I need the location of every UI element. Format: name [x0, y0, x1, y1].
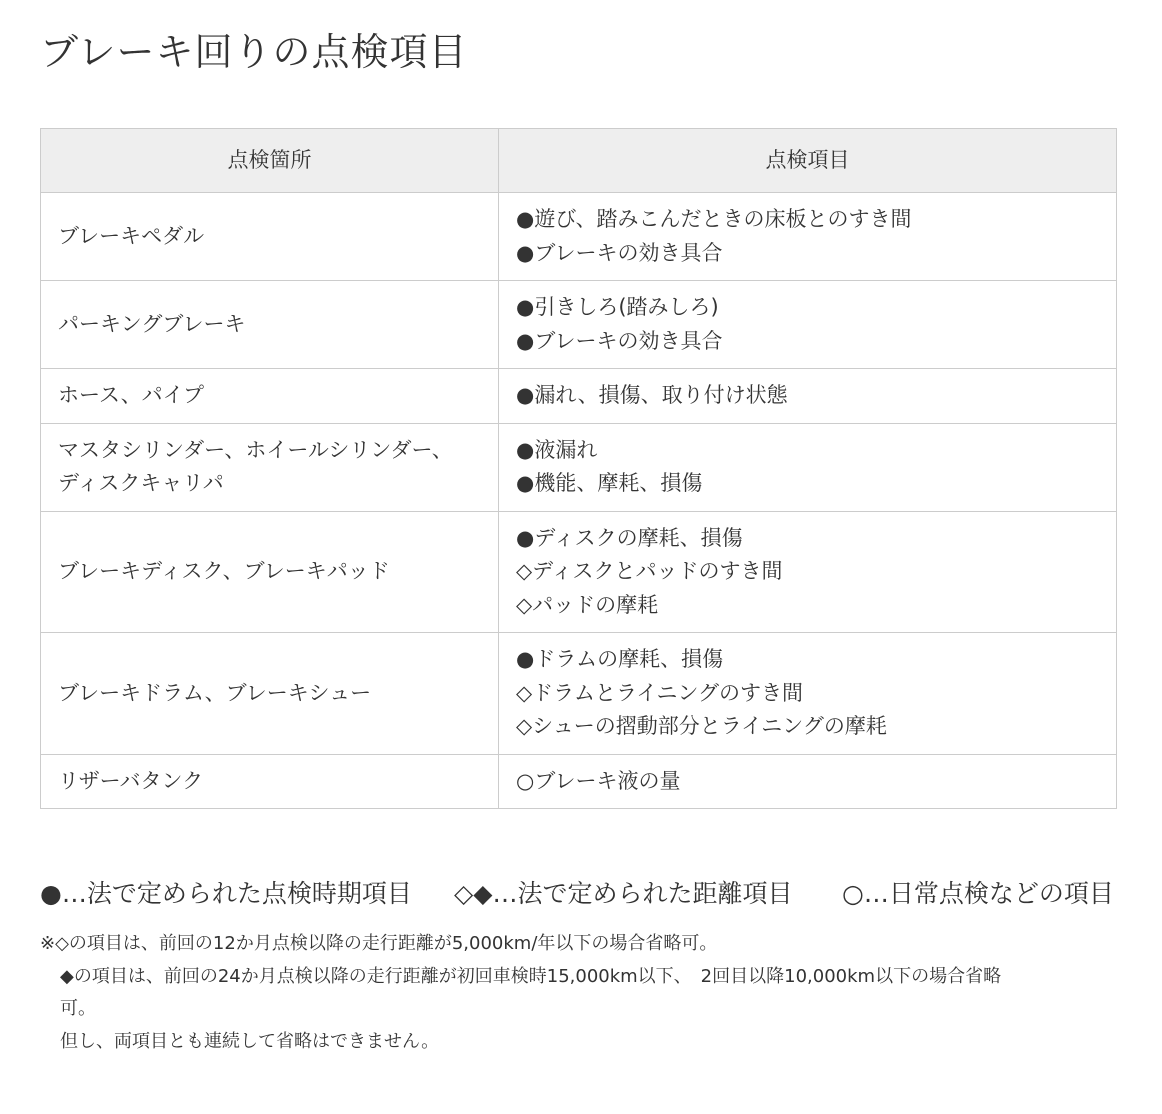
items-cell	[499, 193, 1117, 281]
note-line: ◆の項目は、前回の24か月点検以降の走行距離が初回車検時15,000km以下、 2回目以降10,000km以下の場合省略	[60, 965, 1002, 987]
legend-entry-distance: ◇◆…法で定められた距離項目	[454, 879, 793, 908]
location-cell	[41, 281, 499, 369]
items-cell	[499, 511, 1117, 633]
items-cell	[499, 633, 1117, 755]
table-row	[41, 633, 1117, 755]
location-cell	[41, 369, 499, 424]
legend-entry-periodic: ●…法で定められた点検時期項目	[40, 879, 412, 908]
item-line: ◇ドラムとライニングのすき間	[516, 680, 804, 705]
item-line: ●ブレーキの効き具合	[516, 240, 723, 265]
note-line: 但し、両項目とも連続して省略はできません。	[60, 1030, 440, 1052]
item-line: ◇シューの摺動部分とライニングの摩耗	[516, 714, 887, 738]
table-row	[41, 754, 1117, 809]
note-line: ※◇の項目は、前回の12か月点検以降の走行距離が5,000km/年以下の場合省略可。	[40, 933, 718, 954]
item-line: ◇パッドの摩耗	[516, 592, 659, 617]
column-header-location: 点検箇所	[41, 129, 499, 193]
note-line: 可。	[60, 998, 96, 1019]
location-text: ホース、パイプ	[58, 383, 204, 407]
item-line: ●引きしろ(踏みしろ)	[516, 295, 719, 319]
location-text: ブレーキドラム、ブレーキシュー	[58, 680, 372, 705]
item-line: ●ブレーキの効き具合	[516, 328, 723, 353]
column-header-items: 点検項目	[499, 129, 1117, 193]
table-row	[41, 281, 1117, 369]
table-row	[41, 423, 1117, 511]
item-line: ●ドラムの摩耗、損傷	[516, 647, 724, 671]
items-cell	[499, 423, 1117, 511]
location-text: ディスクキャリパ	[58, 471, 224, 495]
table-row	[41, 193, 1117, 281]
location-cell	[41, 193, 499, 281]
notes	[40, 928, 1116, 1058]
item-line: ●液漏れ	[516, 437, 598, 462]
location-text: ブレーキペダル	[58, 223, 205, 248]
location-text: マスタシリンダー、ホイールシリンダー、	[58, 437, 453, 462]
legend-entry-daily: ○…日常点検などの項目	[842, 879, 1114, 908]
location-cell	[41, 633, 499, 755]
table-header-row	[41, 129, 1117, 193]
table-row	[41, 369, 1117, 424]
item-line: ●漏れ、損傷、取り付け状態	[516, 383, 788, 407]
page-title: ブレーキ回りの点検項目	[40, 30, 468, 74]
location-text: ブレーキディスク、ブレーキパッド	[58, 559, 390, 583]
inspection-table	[40, 128, 1117, 809]
items-cell	[499, 281, 1117, 369]
item-line: ○ブレーキ液の量	[516, 768, 681, 793]
location-text: パーキングブレーキ	[58, 311, 246, 336]
item-line: ●ディスクの摩耗、損傷	[516, 525, 743, 550]
items-cell	[499, 369, 1117, 424]
item-line: ◇ディスクとパッドのすき間	[516, 559, 783, 583]
location-cell	[41, 754, 499, 809]
items-cell	[499, 754, 1117, 809]
table-row	[41, 511, 1117, 633]
item-line: ●機能、摩耗、損傷	[516, 471, 703, 495]
location-text: リザーバタンク	[58, 768, 204, 793]
location-cell	[41, 423, 499, 511]
item-line: ●遊び、踏みこんだときの床板とのすき間	[516, 207, 912, 231]
location-cell	[41, 511, 499, 633]
